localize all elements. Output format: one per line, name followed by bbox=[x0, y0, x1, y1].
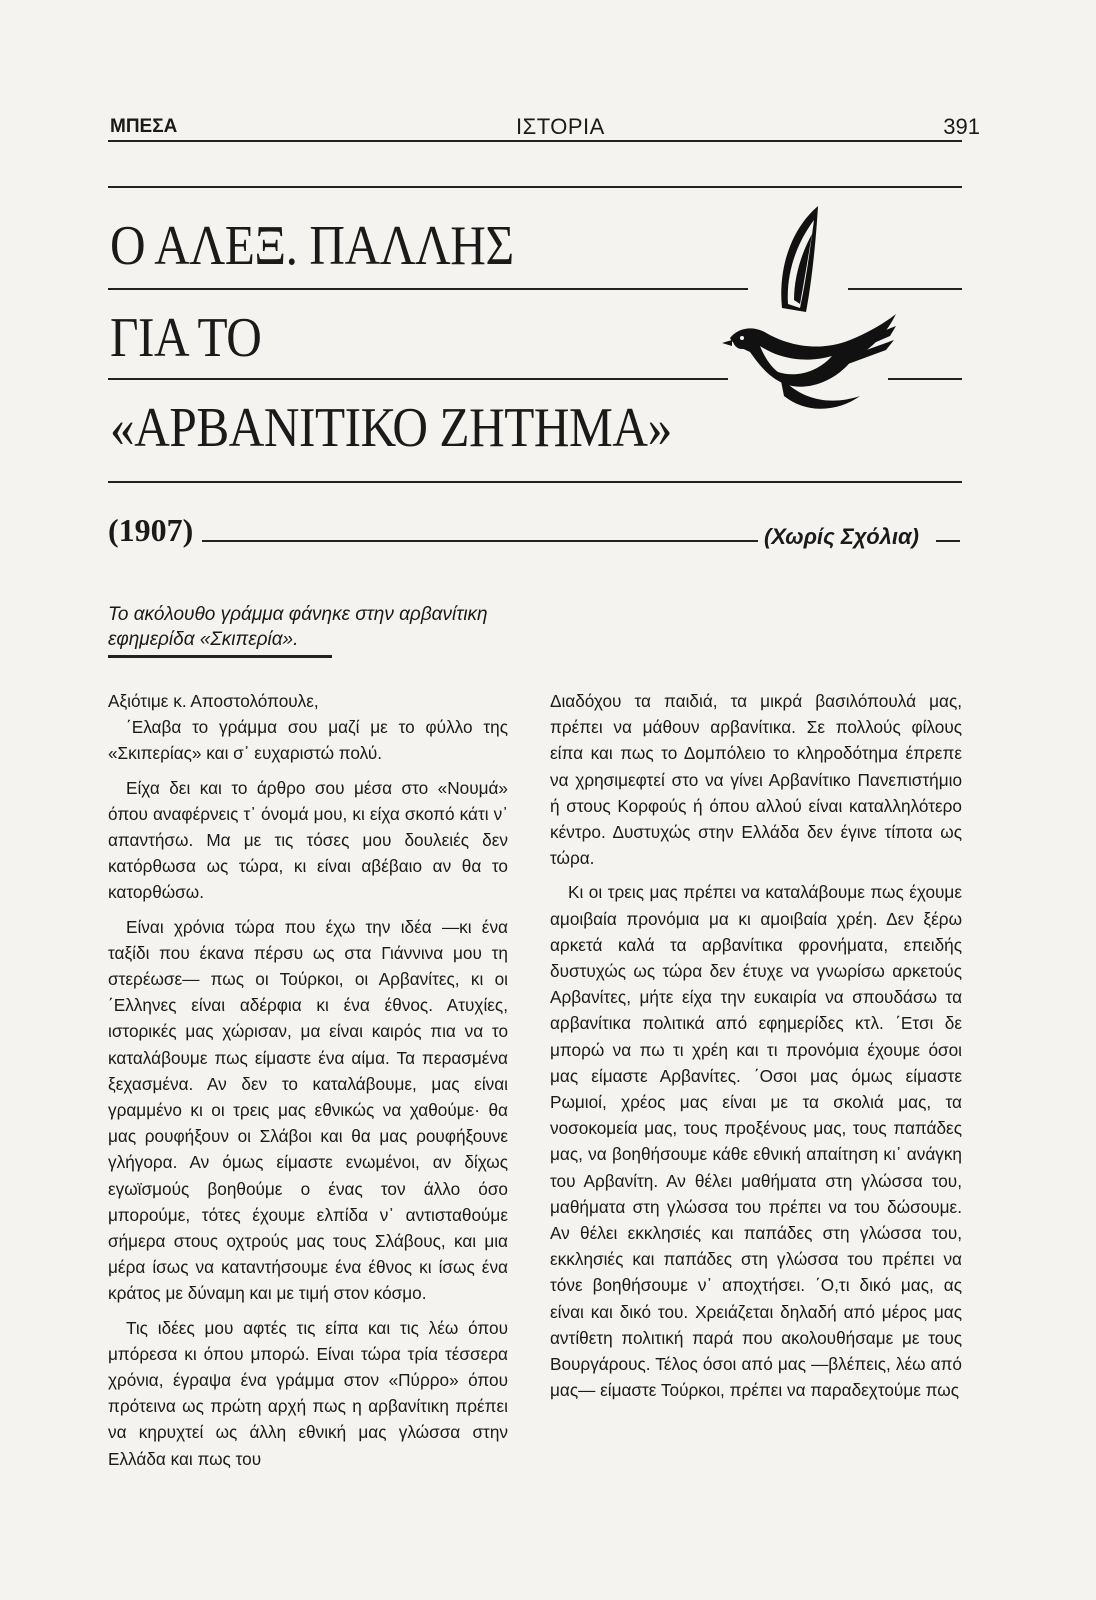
paragraph: Είχα δει και το άρθρο σου μέσα στο «Νουμά» όπου αναφέρνεις τ᾽ όνομά μου, κι είχα σκοπό κάτι ν᾽ απαντήσω. Μα με τις τόσες μου δουλειές δεν κατόρθωσα ως τώρα, κι είναι αβέβαιο αν θα το κατορθώσω. bbox=[108, 777, 508, 903]
year-rule bbox=[202, 540, 758, 542]
intro-line: εφημερίδα «Σκιπερία». bbox=[108, 629, 299, 650]
dove-icon bbox=[720, 200, 900, 420]
right-column bbox=[550, 688, 962, 1411]
page-number: 391 bbox=[943, 114, 980, 139]
salutation: Αξιότιμε κ. Αποστολόπουλε, bbox=[108, 691, 319, 711]
article-title-line-3: «ΑΡΒΑΝΙΤΙΚΟ ΖΗΤΗΜΑ» bbox=[110, 397, 672, 459]
title-rule bbox=[108, 481, 962, 483]
running-head-section: ΙΣΤΟΡΙΑ bbox=[516, 114, 605, 139]
paragraph: Διαδόχου τα παιδιά, τα μικρά βασιλόπουλά μας, πρέπει να μάθουν αρβανίτικα. Σε πολλούς φίλους είπα και πως το Δομπόλειο το κληροδότημα έπρεπε να χρησιμεφτεί στο να γίνει Αρβανίτικο Πανεπιστήμιο ή στους Κορφούς ή όπου αλλού είναι καταλληλότερο κέντρο. Δυστυχώς στην Ελλάδα δεν έγινε τίποτα ως τώρα. bbox=[550, 691, 962, 869]
paragraph: Κι οι τρεις μας πρέπει να καταλάβουμε πως έχουμε αμοιβαία προνόμια μα κι αμοιβαία χρέη. Δεν ξέρω αρκετά καλά τα αρβανίτικα φρονήματα, επειδής δυστυχώς ως τώρα δεν έτυχε να γνωρίσω αρκετούς Αρβανίτες, μήτε είχα την ευκαιρία να σπουδάσω τα αρβανίτικα πολιτικά από εφημερίδες κτλ. ΄Ετσι δε μπορώ να πω τι χρέη και τι προνόμια έχουμε όσοι μας είμαστε Αρβανίτες. ΄Οσοι μας όμως είμαστε Ρωμιοί, χρέος μας είναι με τα σκολιά μας, τα νοσοκομεία μας, τους προξένους μας, τους παπάδες μας, να βοηθήσουμε κάθε εθνική απαίτηση κι᾽ ανάγκη του Αρβανίτη. Αν θέλει μαθήματα στη γλώσσα του, μαθήματα στη γλώσσα του πρέπει να του δώσουμε. Αν θέλει εκκλησιές και παπάδες στη γλώσσα του, εκκλησιές και παπάδες στη γλώσσα του πρέπει να τόνε βοηθήσουμε ν᾽ αποχτήσει. ΄Ο,τι δικό μας, ας είναι και δικό του. Χρειάζεται δηλαδή από μέρος μας αντίθετη πολιτική παρά που ακολουθήσαμε με τους Βουργάρους. Τέλος όσοι από μας —βλέπεις, λέω από μας— είμαστε Τούρκοι, πρέπει να παραδεχτούμε πως bbox=[550, 882, 962, 1401]
note-label: (Χωρίς Σχόλια) bbox=[764, 524, 919, 549]
running-head bbox=[110, 112, 980, 142]
running-head-left: ΜΠΕΣΑ bbox=[110, 116, 178, 137]
paragraph: ΄Ελαβα το γράμμα σου μαζί με το φύλλο της «Σκιπερίας» και σ᾽ ευχαριστώ πολύ. bbox=[108, 717, 508, 764]
intro-line: Το ακόλουθο γράμμα φάνηκε στην αρβανίτικη bbox=[108, 604, 488, 625]
title-rule bbox=[108, 288, 748, 290]
note-dash bbox=[936, 540, 960, 542]
title-rule bbox=[108, 378, 728, 380]
intro-rule bbox=[108, 655, 332, 658]
title-rule bbox=[108, 186, 962, 188]
paragraph: Τις ιδέες μου αφτές τις είπα και τις λέω όπου μπόρεσα κι όπου μπορώ. Είναι τώρα τρία τέσσερα χρόνια, έγραψα ένα γράμμα στον «Πύρρο» όπου πρότεινα ως πρώτη αρχή πως η αρβανίτικη πρέπει να κηρυχτεί ως άλλη εθνική μας γλώσσα στην Ελλάδα και πως του bbox=[108, 1317, 508, 1469]
article-title-line-1: Ο ΑΛΕΞ. ΠΑΛΛΗΣ bbox=[110, 215, 514, 277]
paragraph: Είναι χρόνια τώρα που έχω την ιδέα —κι ένα ταξίδι που έκανα πέρσυ ως στα Γιάννινα μου τη στερέωσε— πως οι Τούρκοι, οι Αρβανίτες, κι οι ΄Ελληνες είναι αδέρφια κι ένα έθνος. Ατυχίες, ιστορικές μας χώρισαν, μα είναι καιρός πια να το καταλάβουμε πως είμαστε ένα αίμα. Τα περασμένα ξεχασμένα. Αν δεν το καταλάβουμε, μας είναι γραμμένο κι οι τρεις μας εθνικώς να χαθούμε· θα μας ρουφήξουν οι Σλάβοι και θα μας ρουφήξουνε γλήγορα. Αν όμως είμαστε ενωμένοι, αν δίχως εγωϊσμούς βοηθούμε ο ένας τον άλλο όσο μπορούμε, τότες έχουμε ελπίδα ν᾽ αντισταθούμε σήμερα στους οχτρούς μας τους Σλάβους, και μια μέρα ίσως να καταντήσουμε ένα έθνος κι ίσως ένα κράτος με δύναμη και με τιμή στον κόσμο. bbox=[108, 916, 508, 1304]
left-column bbox=[108, 688, 508, 1480]
year-label: (1907) bbox=[108, 512, 194, 548]
header-rule bbox=[108, 140, 962, 142]
intro-text bbox=[108, 602, 548, 652]
article-title-line-2: ΓΙΑ ΤΟ bbox=[110, 307, 262, 369]
